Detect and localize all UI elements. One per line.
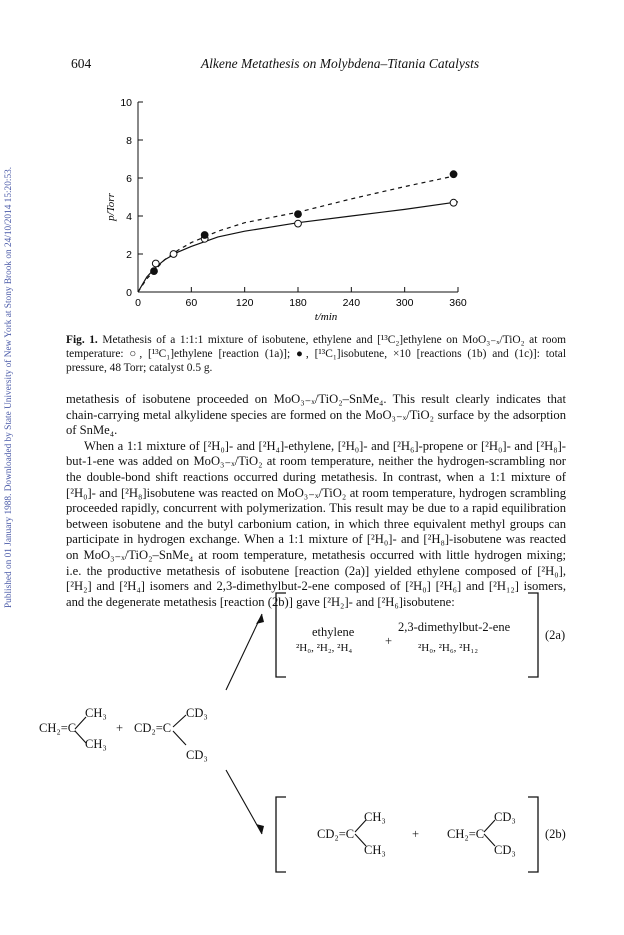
x-tick-label: 60	[185, 297, 198, 309]
arrow-head	[256, 824, 264, 834]
arrow-head	[256, 614, 264, 624]
plus-sign: +	[116, 721, 124, 735]
reaction-label-2a: (2a)	[545, 628, 566, 642]
plus-sign: +	[412, 827, 420, 841]
y-tick-label: 10	[120, 97, 132, 109]
y-tick-label: 0	[126, 287, 132, 299]
paragraph: metathesis of isobutene proceeded on MoO₃₋ₓ/TiO₂–SnMe₄. This result clearly indicates that chain-carrying metal alkylidene species are formed on the MoO₃₋ₓ/TiO₂ surface by the adsorption of SnMe₄.	[66, 392, 566, 438]
reactant1-main: CH₂=C	[39, 721, 77, 735]
reaction-label-2b: (2b)	[545, 827, 566, 841]
reactant2-cd3-top: CD₃	[186, 706, 208, 720]
p2b-left-ch3-top: CH₃	[364, 810, 386, 824]
x-tick-label: 180	[289, 297, 307, 309]
reactant2-main: CD₂=C	[134, 721, 172, 735]
x-axis-label: t/min	[314, 311, 338, 323]
y-tick-label: 6	[126, 173, 132, 185]
reactant1-ch3-top: CH₃	[85, 706, 107, 720]
x-tick-label: 0	[135, 297, 141, 309]
p2b-right-main: CH₂=C	[447, 827, 485, 841]
page-number: 604	[71, 56, 92, 71]
reactant2-cd3-bottom: CD₃	[186, 748, 208, 762]
y-tick-label: 2	[126, 249, 132, 261]
y-tick-label: 4	[126, 211, 132, 223]
product-dimethylbutene: 2,3-dimethylbut-2-ene	[398, 620, 511, 634]
p2b-right-cd3-top: CD₃	[494, 810, 516, 824]
p2b-left-main: CD₂=C	[317, 827, 355, 841]
x-tick-label: 360	[449, 297, 467, 309]
product-ethylene: ethylene	[312, 625, 355, 639]
y-tick-label: 8	[126, 135, 132, 147]
dimethylbutene-isomers: ²H₀, ²H₆, ²H₁₂	[418, 642, 479, 654]
x-tick-label: 300	[395, 297, 414, 309]
paragraph: When a 1:1 mixture of [²H₀]- and [²H₄]-ethylene, [²H₀]- and [²H₆]-propene or [²H₀]- and [²H₈]-but-1-ene was added on MoO₃₋ₓ/TiO₂ at room temperature, neither the hydrogen-scrambling nor the double-bond shift reactions occurred during metathesis. In contrast, when a 1:1 mixture of [²H₀]- and [²H₈]isobutene was reacted on MoO₃₋ₓ/TiO₂ at room temperature, hydrogen scrambling proceeded rapidly, concurrent with polymerization. This result may be due to a rapid equilibration between isobutene and the butyl carbonium cation, in which three equivalent methyl groups can participate in hydrogen exchange. When a 1:1 mixture of [²H₀]- and [²H₈]-isobutene was reacted on MoO₃₋ₓ/TiO₂–SnMe₄ at room temperature, metathesis occurred with little hydrogen mixing; i.e. the productive metathesis of isobutene [reaction (2a)] yielded ethylene composed of [²H₀], [²H₂] and [²H₄] isomers and 2,3-dimethylbut-2-ene composed of [²H₀] [²H₆] and [²H₁₂] isomers, and the degenerate metathesis [reaction (2b)] gave [²H₂]- and [²H₆]isobutene:	[66, 438, 566, 609]
y-axis-label: p/Torr	[105, 193, 117, 221]
download-notice: Published on 01 January 1988. Downloaded by State University of New York at Stony Brook on 24/10/2014 15:20:53.	[4, 166, 14, 608]
caption-text: Metathesis of a 1:1:1 mixture of isobutene, ethylene and [¹³C₂]ethylene on MoO₃₋ₓ/TiO₂ at room temperature: ○, [¹³C₁]ethylene [reaction (1a)]; ●, [¹³C₁]isobutene, ×10 [reactions (1b) and (1c)]: total pressure, 48 Torr; catalyst 0.5 g.	[66, 334, 566, 374]
caption-label: Fig. 1.	[66, 334, 98, 346]
running-title: Alkene Metathesis on Molybdena–Titania Catalysts	[200, 56, 480, 71]
x-tick-label: 120	[235, 297, 254, 309]
reactant1-ch3-bottom: CH₃	[85, 737, 107, 751]
p2b-right-cd3-bottom: CD₃	[494, 843, 516, 857]
plus-sign: +	[385, 634, 393, 648]
p2b-left-ch3-bottom: CH₃	[364, 843, 386, 857]
x-tick-label: 240	[342, 297, 361, 309]
ethylene-isomers: ²H₀, ²H₂, ²H₄	[296, 642, 353, 654]
